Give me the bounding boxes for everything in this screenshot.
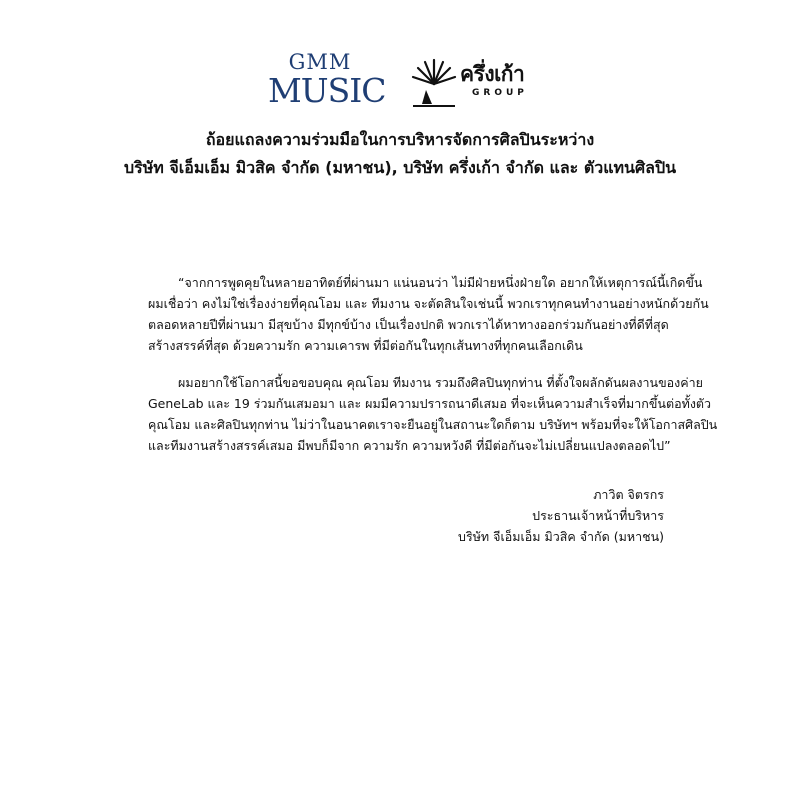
title-line-2: บริษัท จีเอ็มเอ็ม มิวสิค จำกัด (มหาชน), บริษัท ครึ่งเก้า จำกัด และ ตัวแทนศิลปิน — [123, 158, 677, 177]
logo-bar — [0, 46, 800, 116]
paragraph-line: และทีมงานสร้างสรรค์เสมอ มีพบก็มีจาก ความรัก ความหวังดี ที่มีต่อกันจะไม่เปลี่ยนแปลงตลอดไป” — [148, 438, 671, 453]
paragraph-line: สร้างสรรค์ที่สุด ด้วยความรัก ความเคารพ ที่มีต่อกันในทุกเส้นทางที่ทุกคนเลือกเดิน — [148, 338, 583, 353]
paragraph-line: ผมอยากใช้โอกาสนี้ขอขอบคุณ คุณโอม ทีมงาน รวมถึงศิลปินทุกท่าน ที่ตั้งใจผลักดันผลงานของค่าย — [178, 375, 703, 390]
statement-body — [148, 272, 718, 472]
khrueng-kao-group-label: GROUP — [472, 88, 528, 98]
paragraph-line: คุณโอม และศิลปินทุกท่าน ไม่ว่าในอนาคตเราจะยืนอยู่ในสถานะใดก็ตาม บริษัทฯ พร้อมที่จะให้โอกาสศิลปิน — [148, 417, 718, 432]
signatory-position: ประธานเจ้าหน้าที่บริหาร — [532, 508, 664, 523]
gmm-logo-line2: MUSIC — [268, 71, 386, 110]
statement-title — [40, 126, 760, 182]
signature-block — [458, 484, 664, 547]
khrueng-kao-group-logo — [410, 54, 545, 114]
khrueng-kao-name: ครึ่งเก้า — [460, 62, 525, 86]
signatory-name: ภาวิต จิตรกร — [593, 487, 664, 502]
paragraph-1 — [148, 272, 709, 356]
gmm-music-logo — [268, 50, 386, 110]
gmm-logo-line1: GMM — [288, 50, 352, 74]
half-sun-icon — [410, 54, 458, 110]
paragraph-line: GeneLab และ 19 ร่วมกันเสมอมา และ ผมมีความปรารถนาดีเสมอ ที่จะเห็นความสำเร็จที่มากขึ้นต่อทั้งตัว — [148, 396, 712, 411]
paragraph-2 — [148, 372, 718, 456]
paragraph-line: ตลอดหลายปีที่ผ่านมา มีสุขบ้าง มีทุกข์บ้าง เป็นเรื่องปกติ พวกเราได้หาทางออกร่วมกันอย่างที่ดีที่สุด — [148, 317, 669, 332]
paragraph-line: “จากการพูดคุยในหลายอาทิตย์ที่ผ่านมา แน่นอนว่า ไม่มีฝ่ายหนึ่งฝ่ายใด อยากให้เหตุการณ์นี้เกิดขึ้น — [178, 275, 703, 290]
title-line-1: ถ้อยแถลงความร่วมมือในการบริหารจัดการศิลปินระหว่าง — [205, 130, 595, 149]
signatory-company: บริษัท จีเอ็มเอ็ม มิวสิค จำกัด (มหาชน) — [458, 529, 664, 544]
paragraph-line: ผมเชื่อว่า คงไม่ใช่เรื่องง่ายที่คุณโอม และ ทีมงาน จะตัดสินใจเช่นนี้ พวกเราทุกคนทำงานอย่างหนักด้วยกัน — [148, 296, 709, 311]
